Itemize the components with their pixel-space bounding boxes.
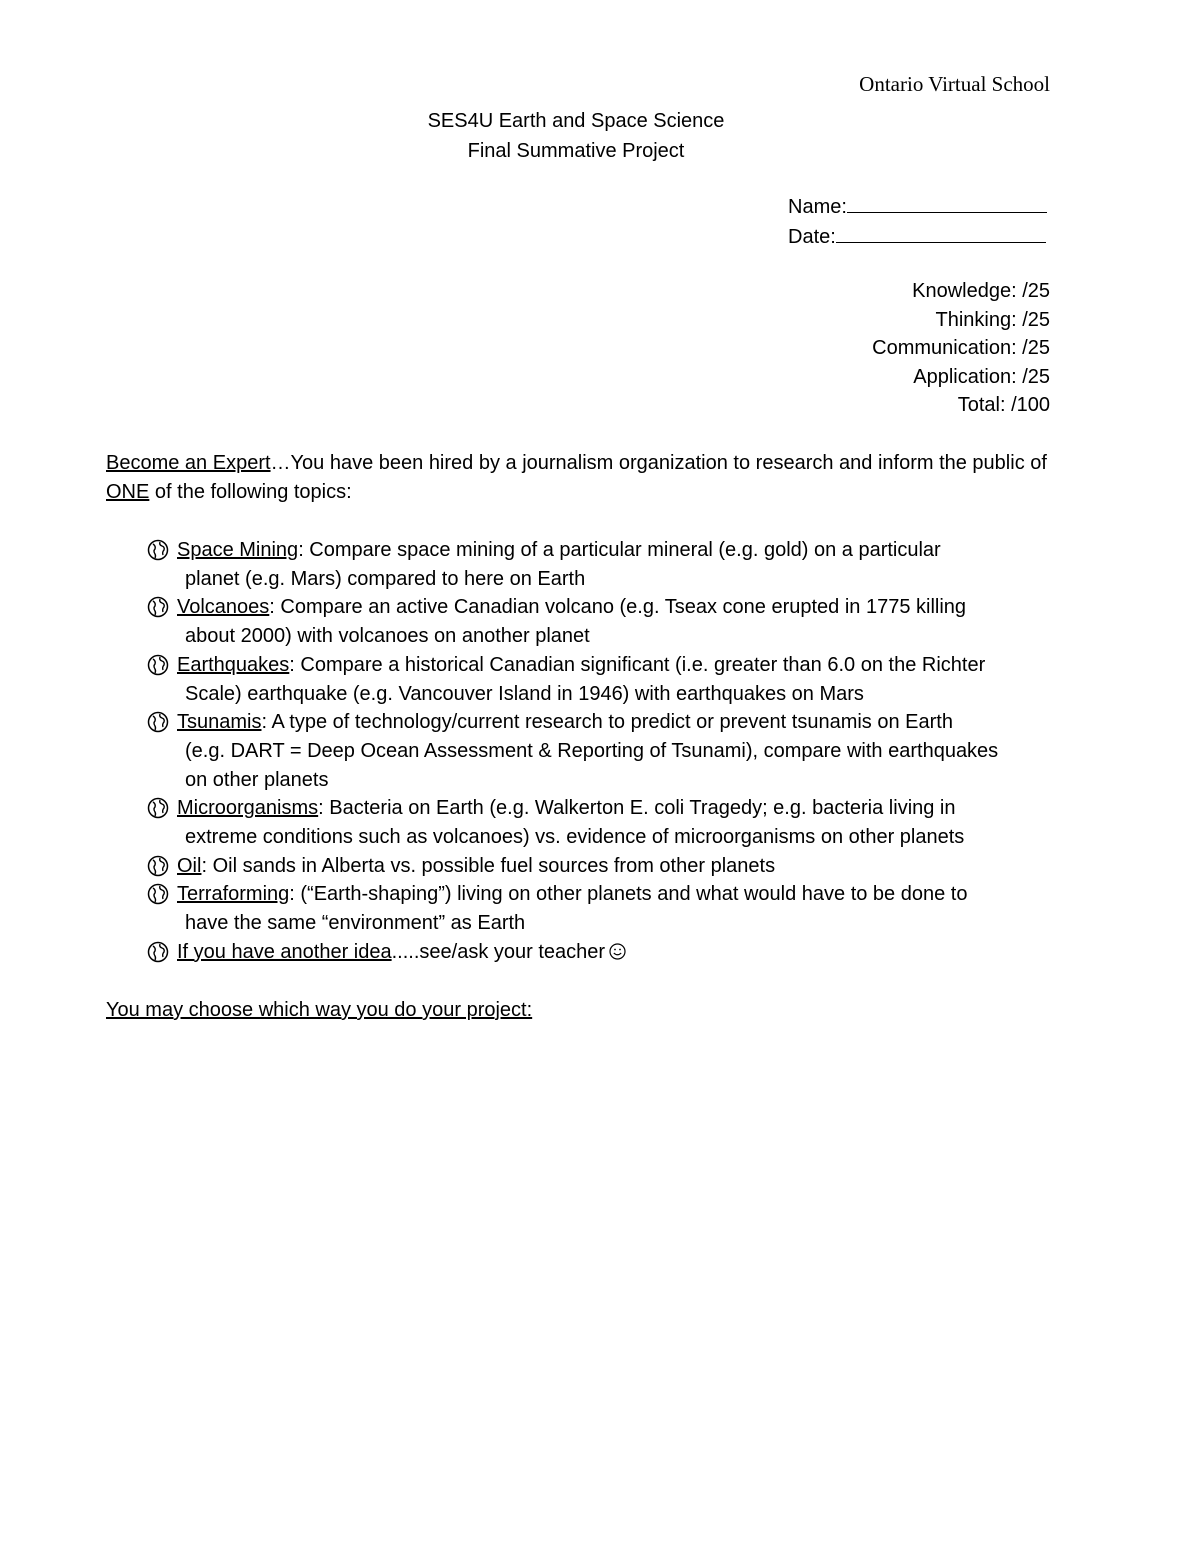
- intro-text-2: of the following topics:: [149, 481, 352, 503]
- list-item: [147, 593, 1067, 650]
- list-item: [147, 651, 1067, 708]
- student-fields: [788, 192, 1047, 252]
- topic-name: Oil: [177, 854, 202, 877]
- intro-text-1: …You have been hired by a journalism organization to research and inform the public of: [270, 452, 1047, 474]
- topic-name: If you have another idea: [177, 940, 392, 963]
- topic-name: Tsunamis: [177, 711, 262, 734]
- list-item: [147, 536, 1067, 593]
- topic-text: : Bacteria on Earth (e.g. Walkerton E. coli Tragedy; e.g. bacteria living in: [318, 797, 956, 820]
- globe-icon: [147, 711, 169, 733]
- topic-text: .....see/ask your teacher: [391, 940, 606, 963]
- project-title: Final Summative Project: [467, 140, 685, 162]
- topic-text-continued: extreme conditions such as volcanoes) vs. evidence of microorganisms on other planets: [185, 826, 965, 849]
- topic-text: : Oil sands in Alberta vs. possible fuel sources from other planets: [201, 854, 776, 877]
- topic-text: : Compare space mining of a particular mineral (e.g. gold) on a particular: [298, 539, 941, 561]
- globe-icon: [147, 654, 169, 676]
- topic-text-continued: (e.g. DART = Deep Ocean Assessment & Reporting of Tsunami), compare with earthquakes: [185, 739, 999, 762]
- smiley-icon: [609, 943, 626, 960]
- topic-name: Terraforming: [177, 883, 290, 906]
- globe-icon: [147, 883, 169, 905]
- title-block: [0, 106, 1152, 166]
- topic-text-continued: about 2000) with volcanoes on another planet: [185, 625, 590, 648]
- intro-emphasis: ONE: [106, 481, 150, 503]
- date-field[interactable]: [788, 222, 1047, 252]
- list-item: [147, 708, 1067, 794]
- intro-lead: Become an Expert: [106, 452, 271, 474]
- name-field[interactable]: [788, 192, 1047, 222]
- mark-communication: Communication: /25: [872, 337, 1050, 360]
- topic-text: : Compare a historical Canadian significant (i.e. greater than 6.0 on the Richter: [289, 653, 986, 676]
- topic-text: : (“Earth-shaping”) living on other planets and what would have to be done to: [289, 883, 968, 906]
- globe-icon: [147, 596, 169, 618]
- mark-total: Total: /100: [957, 394, 1050, 417]
- list-item: [147, 938, 1067, 967]
- list-item: [147, 852, 1067, 881]
- mark-knowledge: Knowledge: /25: [912, 280, 1050, 302]
- date-label: Date:: [788, 226, 836, 248]
- globe-icon: [147, 539, 169, 561]
- intro-paragraph: [106, 449, 1066, 507]
- topic-text: : A type of technology/current research to predict or prevent tsunamis on Earth: [261, 711, 953, 734]
- topic-name: Space Mining: [177, 539, 299, 561]
- globe-icon: [147, 797, 169, 819]
- topic-text-continued: on other planets: [185, 768, 329, 791]
- mark-thinking: Thinking: /25: [935, 308, 1050, 331]
- topic-text-continued: Scale) earthquake (e.g. Vancouver Island in 1946) with earthquakes on Mars: [185, 682, 864, 705]
- topic-text: : Compare an active Canadian volcano (e.g. Tseax cone erupted in 1775 killing: [269, 596, 967, 619]
- topic-text-continued: have the same “environment” as Earth: [185, 912, 526, 935]
- mark-application: Application: /25: [913, 365, 1050, 388]
- name-blank[interactable]: [847, 192, 1047, 213]
- globe-icon: [147, 855, 169, 877]
- date-blank[interactable]: [836, 222, 1046, 243]
- course-title: SES4U Earth and Space Science: [427, 110, 725, 132]
- topic-name: Volcanoes: [177, 596, 270, 619]
- list-item: [147, 794, 1067, 851]
- topic-text-continued: planet (e.g. Mars) compared to here on Earth: [185, 567, 586, 590]
- closing-line: You may choose which way you do your project:: [106, 999, 533, 1021]
- school-name: Ontario Virtual School: [859, 72, 1050, 96]
- topic-name: Earthquakes: [177, 653, 290, 676]
- topic-list: [147, 536, 1067, 967]
- globe-icon: [147, 941, 169, 963]
- topic-name: Microorganisms: [177, 797, 319, 820]
- list-item: [147, 880, 1067, 937]
- name-label: Name:: [788, 196, 847, 218]
- marks-breakdown: [872, 277, 1050, 420]
